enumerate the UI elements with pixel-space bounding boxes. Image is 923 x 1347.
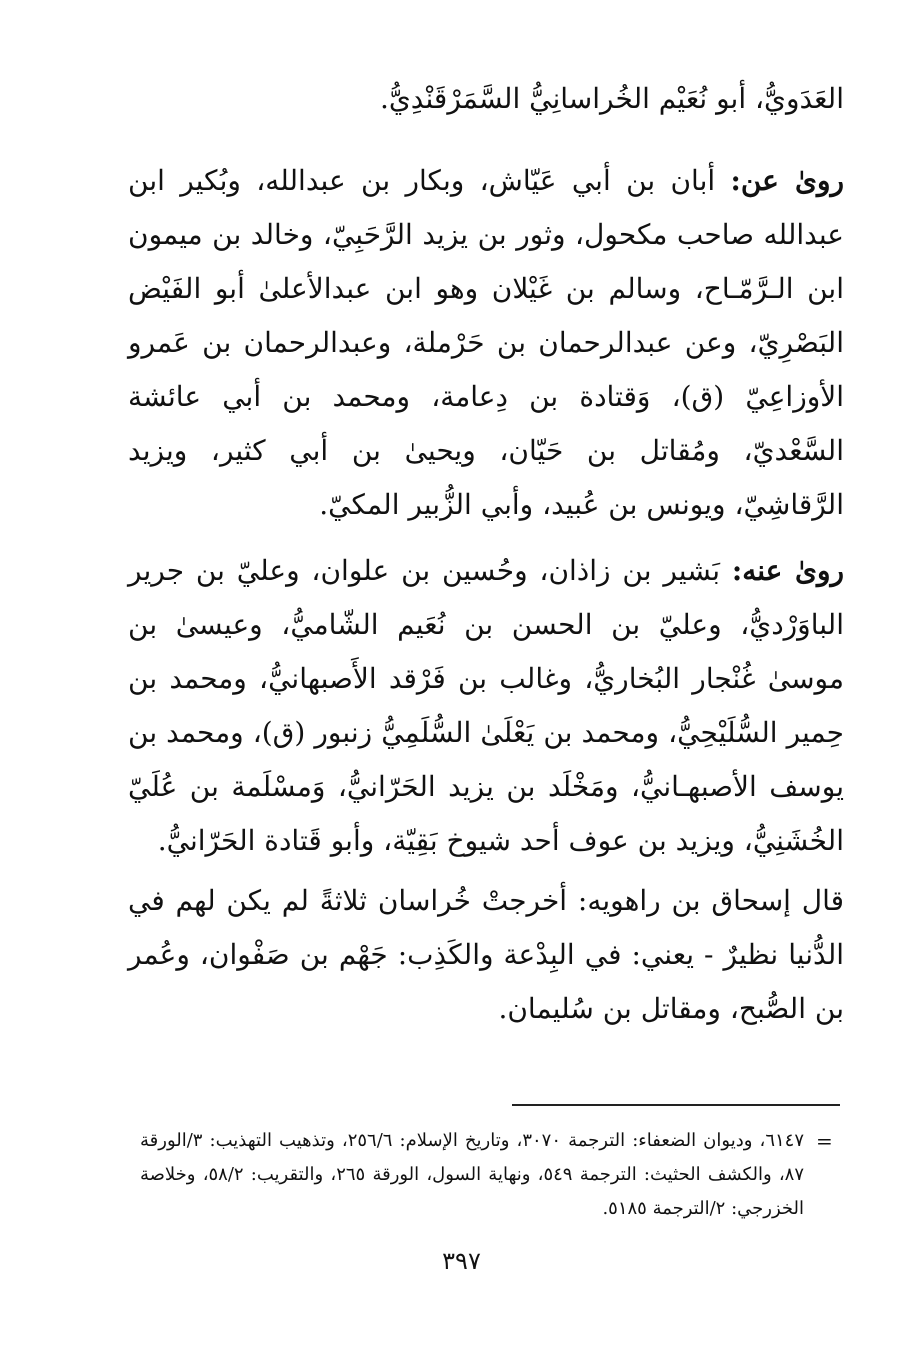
page-number: ٣٩٧ bbox=[442, 1247, 481, 1275]
footnote-text: ٦١٤٧، وديوان الضعفاء: الترجمة ٣٠٧٠، وتاريخ الإسلام: ٢٥٦/٦، وتذهيب التهذيب: ٣/الورقة ٨٧، والكشف الحثيث: الترجمة ٥٤٩، ونهاية السول، الورقة ٢٦٥، والتقريب: ٥٨/٢، وخلاصة الخزرجي: ٢/الترجمة ٥١٨٥. bbox=[140, 1130, 804, 1219]
narrated-by-heading: روىٰ عنه: bbox=[731, 554, 844, 587]
intro-text: العَدَويُّ، أبو نُعَيْم الخُراسانِيُّ السَّمَرْقَنْدِيُّ. bbox=[379, 82, 844, 115]
paragraph-narrated-by bbox=[128, 544, 844, 868]
footnote-continuation-mark: = bbox=[816, 1129, 833, 1153]
paragraph-intro bbox=[128, 72, 844, 126]
ishaq-quote-text: قال إسحاق بن راهويه: أخرجتْ خُراسان ثلاثةً لم يكن لهم في الدُّنيا نظيرٌ - يعني: في البِدْعة والكَذِب: جَهْم بن صَفْوان، وعُمر بن الصُّبح، ومقاتل بن سُليمان. bbox=[128, 884, 844, 1025]
narrated-from-heading: روىٰ عن: bbox=[730, 164, 844, 197]
paragraph-ishaq-quote bbox=[128, 874, 844, 1036]
narrated-from-text: أبان بن أبي عَيّاش، وبكار بن عبدالله، وبُكير ابن عبدالله صاحب مكحول، وثور بن يزيد الرَّحَبِيّ، وخالد بن ميمون ابن الـرَّمّـاح، وسالم بن غَيْلان وهو ابن عبدالأعلىٰ أبو الفَيْض البَصْرِيّ، وعن عبدالرحمان بن حَرْملة، وعبدالرحمان بن عَمرو الأوزاعِيّ (ق)، وَقتادة بن دِعامة، ومحمد بن أبي عائشة السَّعْديّ، ومُقاتل بن حَيّان، ويحيىٰ بن أبي كثير، ويزيد الرَّقاشِيّ، ويونس بن عُبيد، وأبي الزُّبير المكيّ. bbox=[128, 164, 844, 521]
footnote bbox=[140, 1124, 804, 1226]
footnote-divider bbox=[512, 1104, 840, 1106]
narrated-by-text: بَشير بن زاذان، وحُسين بن علوان، وعليّ بن جرير الباوَرْديُّ، وعليّ بن الحسن بن نُعَيم الشّاميُّ، وعيسىٰ بن موسىٰ غُنْجار البُخاريُّ، وغالب بن فَرْقد الأَصبهانيُّ، ومحمد بن حِمير السُّلَيْحِيُّ، ومحمد بن يَعْلَىٰ السُّلَمِيُّ زنبور (ق)، ومحمد بن يوسف الأصبهـانيُّ، ومَخْلَد بن يزيد الحَرّانيُّ، وَمسْلَمة بن عُلَيّ الخُشَنِيُّ، ويزيد بن عوف أحد شيوخ بَقِيّة، وأبو قَتادة الحَرّانيُّ. bbox=[128, 554, 844, 857]
paragraph-narrated-from bbox=[128, 154, 844, 532]
